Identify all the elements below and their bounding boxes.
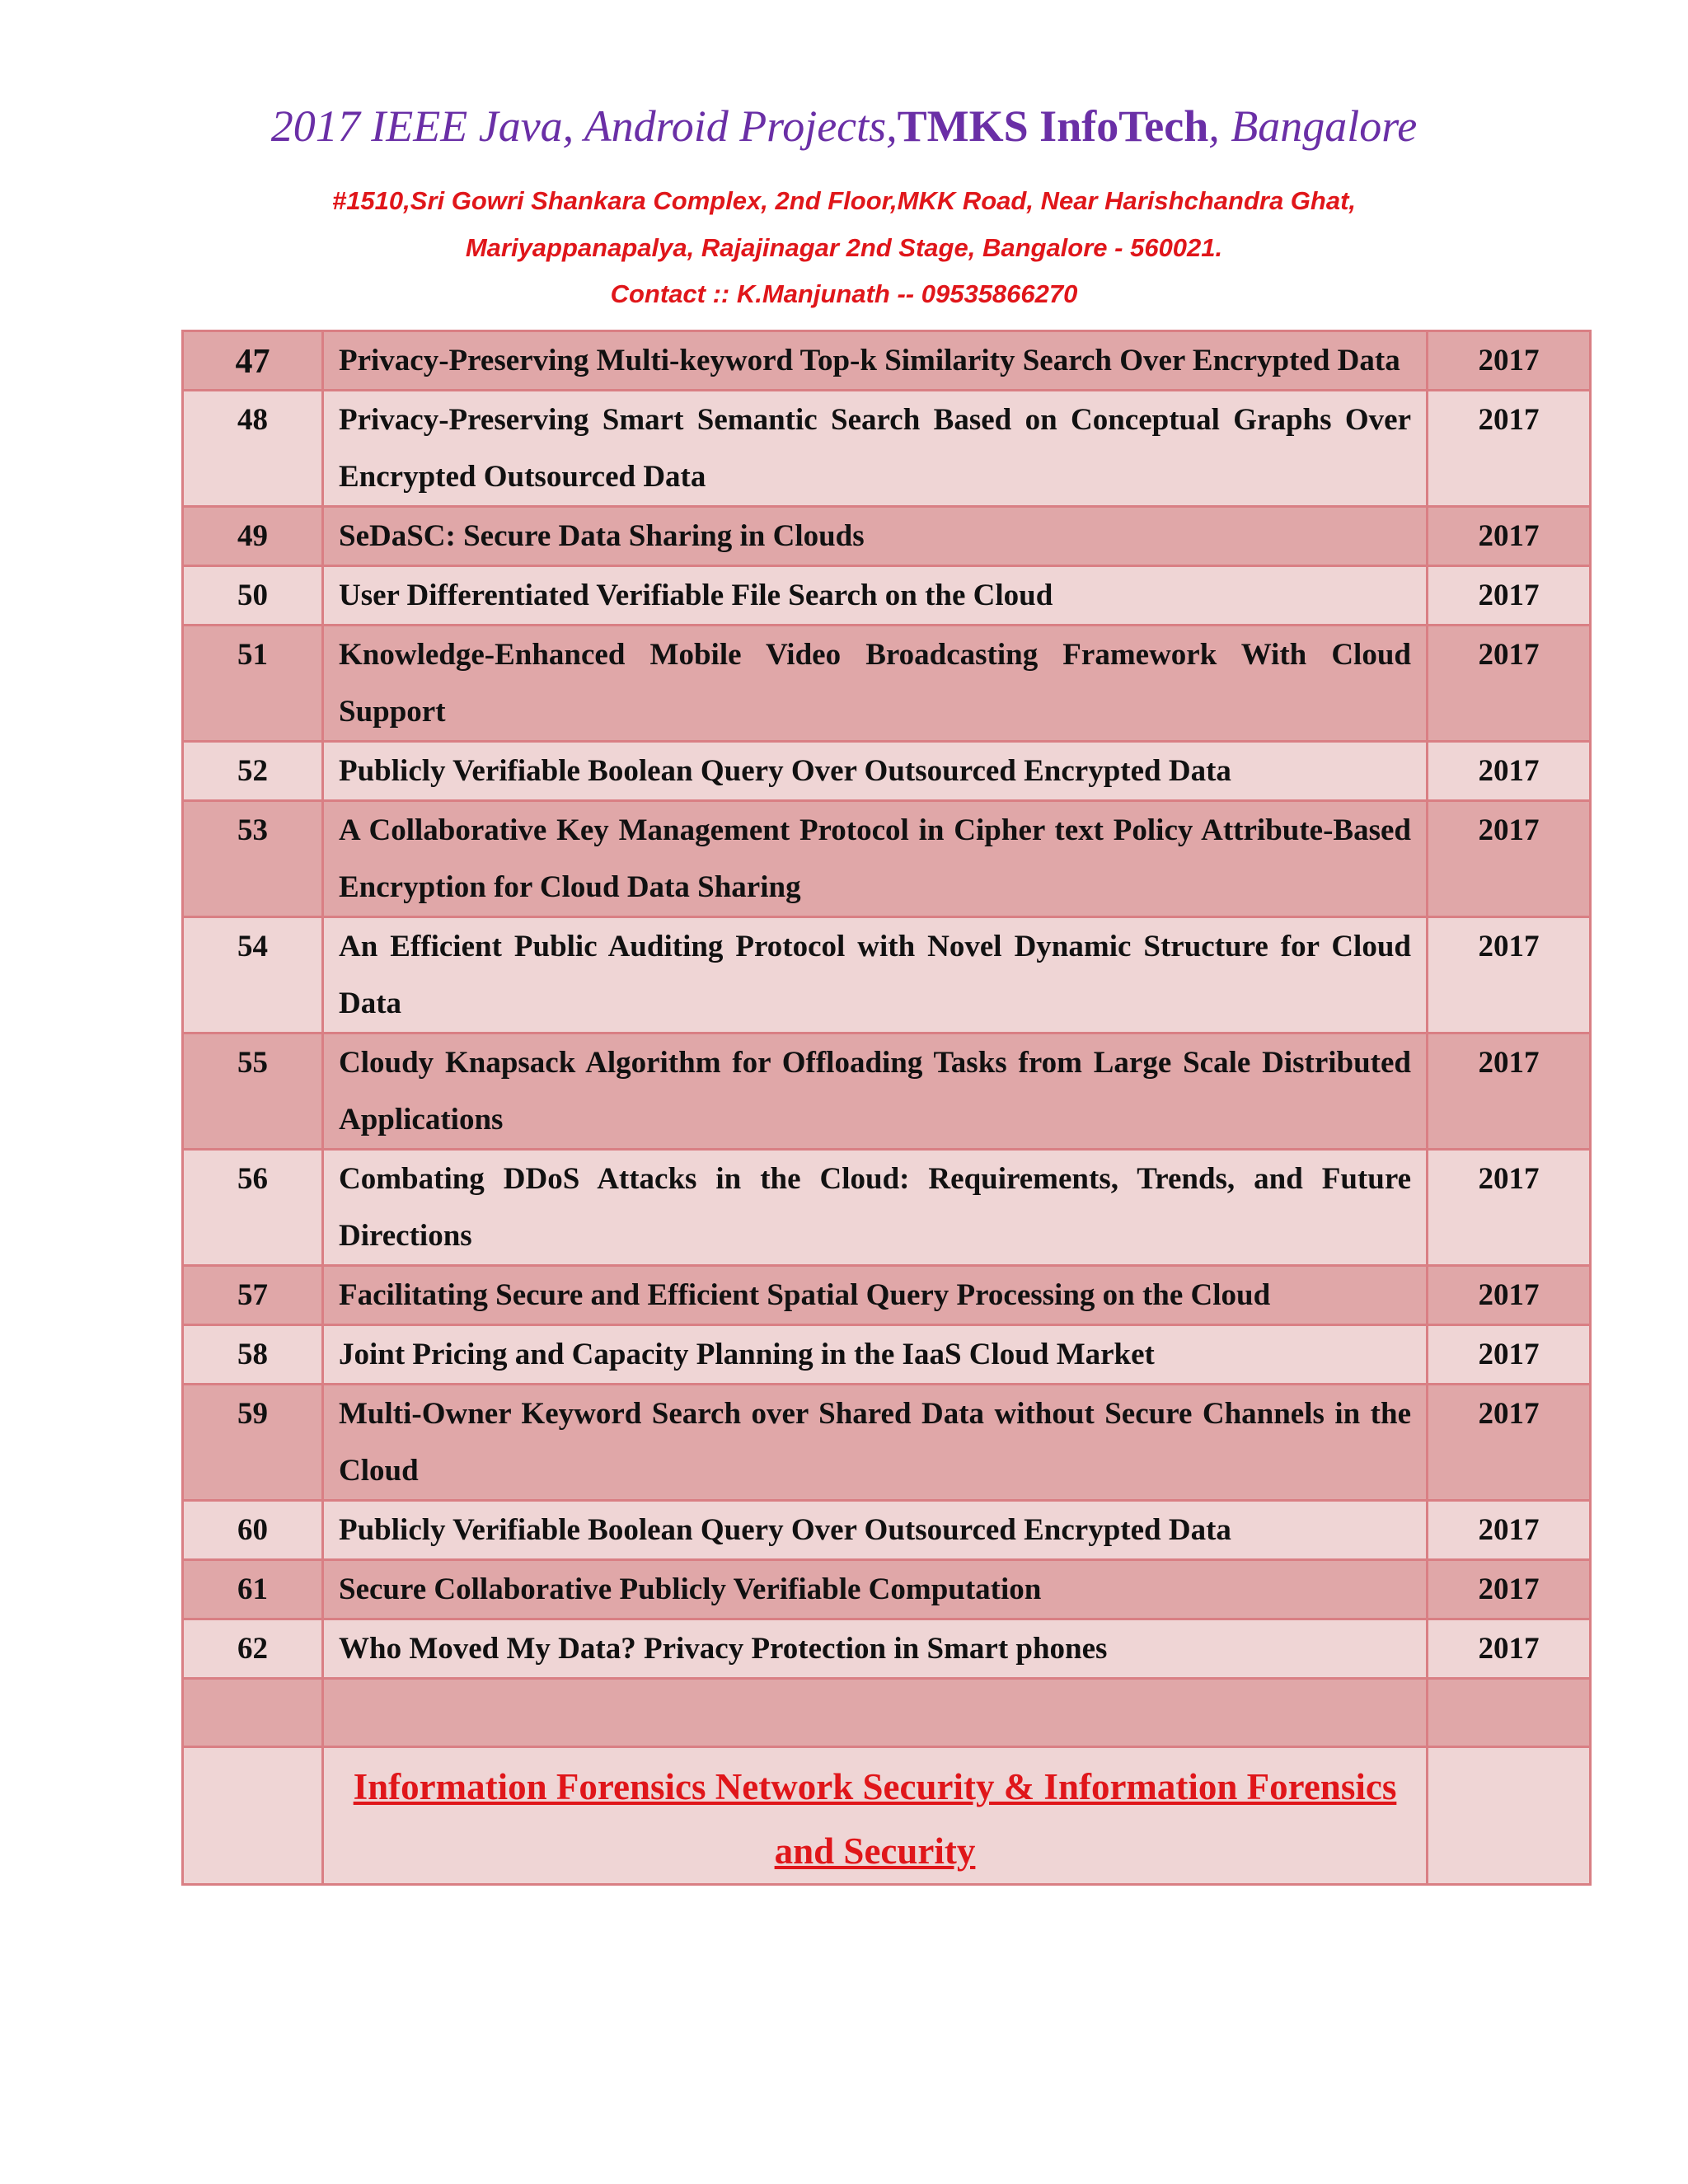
row-number: 47 [183,331,323,391]
row-year: 2017 [1428,742,1591,801]
row-year: 2017 [1428,917,1591,1033]
row-year: 2017 [1428,1501,1591,1560]
row-title: Multi-Owner Keyword Search over Shared Data without Secure Channels in the Cloud [323,1385,1428,1501]
row-number: 53 [183,801,323,917]
row-year: 2017 [1428,1033,1591,1150]
row-number: 49 [183,507,323,566]
row-year: 2017 [1428,1325,1591,1385]
row-year: 2017 [1428,1385,1591,1501]
row-number: 51 [183,626,323,742]
table-row [183,1560,1591,1619]
row-year: 2017 [1428,1619,1591,1679]
page-title [0,101,1688,152]
section-heading: Information Forensics Network Security & Information Forensics and Security [353,1766,1397,1872]
row-year: 2017 [1428,566,1591,626]
table-row [183,801,1591,917]
row-title: Who Moved My Data? Privacy Protection in Smart phones [323,1619,1428,1679]
row-title: Publicly Verifiable Boolean Query Over Outsourced Encrypted Data [323,742,1428,801]
row-title: Privacy-Preserving Multi-keyword Top-k Similarity Search Over Encrypted Data [323,331,1428,391]
empty-cell [323,1679,1428,1747]
row-title: Cloudy Knapsack Algorithm for Offloading Tasks from Large Scale Distributed Applications [323,1033,1428,1150]
empty-row [183,1679,1591,1747]
row-year: 2017 [1428,391,1591,507]
table-row [183,742,1591,801]
table-row [183,391,1591,507]
row-title: SeDaSC: Secure Data Sharing in Clouds [323,507,1428,566]
title-prefix: 2017 IEEE Java, Android Projects, [270,101,898,151]
row-number: 62 [183,1619,323,1679]
section-row [183,1747,1591,1885]
row-year: 2017 [1428,1266,1591,1325]
empty-cell [183,1679,323,1747]
table-row [183,1150,1591,1266]
row-number: 60 [183,1501,323,1560]
row-title: Knowledge-Enhanced Mobile Video Broadcasting Framework With Cloud Support [323,626,1428,742]
row-title: Facilitating Secure and Efficient Spatial Query Processing on the Cloud [323,1266,1428,1325]
table-row [183,1619,1591,1679]
table-row [183,1501,1591,1560]
row-title: Combating DDoS Attacks in the Cloud: Requirements, Trends, and Future Directions [323,1150,1428,1266]
row-number: 58 [183,1325,323,1385]
address-line-1: #1510,Sri Gowri Shankara Complex, 2nd Floor,MKK Road, Near Harishchandra Ghat, [331,186,1357,215]
row-year: 2017 [1428,626,1591,742]
section-blank-cell [1428,1747,1591,1885]
row-title: Secure Collaborative Publicly Verifiable Computation [323,1560,1428,1619]
table-row [183,566,1591,626]
title-suffix: , Bangalore [1208,101,1418,151]
projects-table-body [183,331,1591,1679]
row-number: 61 [183,1560,323,1619]
table-row [183,507,1591,566]
row-year: 2017 [1428,1150,1591,1266]
row-title: User Differentiated Verifiable File Search on the Cloud [323,566,1428,626]
row-title: Privacy-Preserving Smart Semantic Search Based on Conceptual Graphs Over Encrypted Outsourced Data [323,391,1428,507]
empty-cell [1428,1679,1591,1747]
row-title: Joint Pricing and Capacity Planning in the IaaS Cloud Market [323,1325,1428,1385]
row-number: 48 [183,391,323,507]
projects-table [181,330,1592,1886]
row-number: 55 [183,1033,323,1150]
row-number: 57 [183,1266,323,1325]
title-brand: TMKS InfoTech [897,101,1209,151]
table-row [183,1325,1591,1385]
row-title: A Collaborative Key Management Protocol in Cipher text Policy Attribute-Based Encryption for Cloud Data Sharing [323,801,1428,917]
table-row [183,331,1591,391]
row-number: 50 [183,566,323,626]
section-blank-cell [183,1747,323,1885]
row-year: 2017 [1428,1560,1591,1619]
row-year: 2017 [1428,331,1591,391]
address-line-2: Mariyappanapalya, Rajajinagar 2nd Stage, Bangalore - 560021. [465,233,1223,262]
section-heading-cell [323,1747,1428,1885]
table-row [183,1033,1591,1150]
table-row [183,917,1591,1033]
row-number: 54 [183,917,323,1033]
row-year: 2017 [1428,507,1591,566]
row-title: Publicly Verifiable Boolean Query Over Outsourced Encrypted Data [323,1501,1428,1560]
table-row [183,1385,1591,1501]
table-row [183,1266,1591,1325]
contact-line: Contact :: K.Manjunath -- 09535866270 [610,279,1078,308]
row-number: 56 [183,1150,323,1266]
row-title: An Efficient Public Auditing Protocol with Novel Dynamic Structure for Cloud Data [323,917,1428,1033]
row-number: 52 [183,742,323,801]
row-year: 2017 [1428,801,1591,917]
row-number: 59 [183,1385,323,1501]
table-row [183,626,1591,742]
